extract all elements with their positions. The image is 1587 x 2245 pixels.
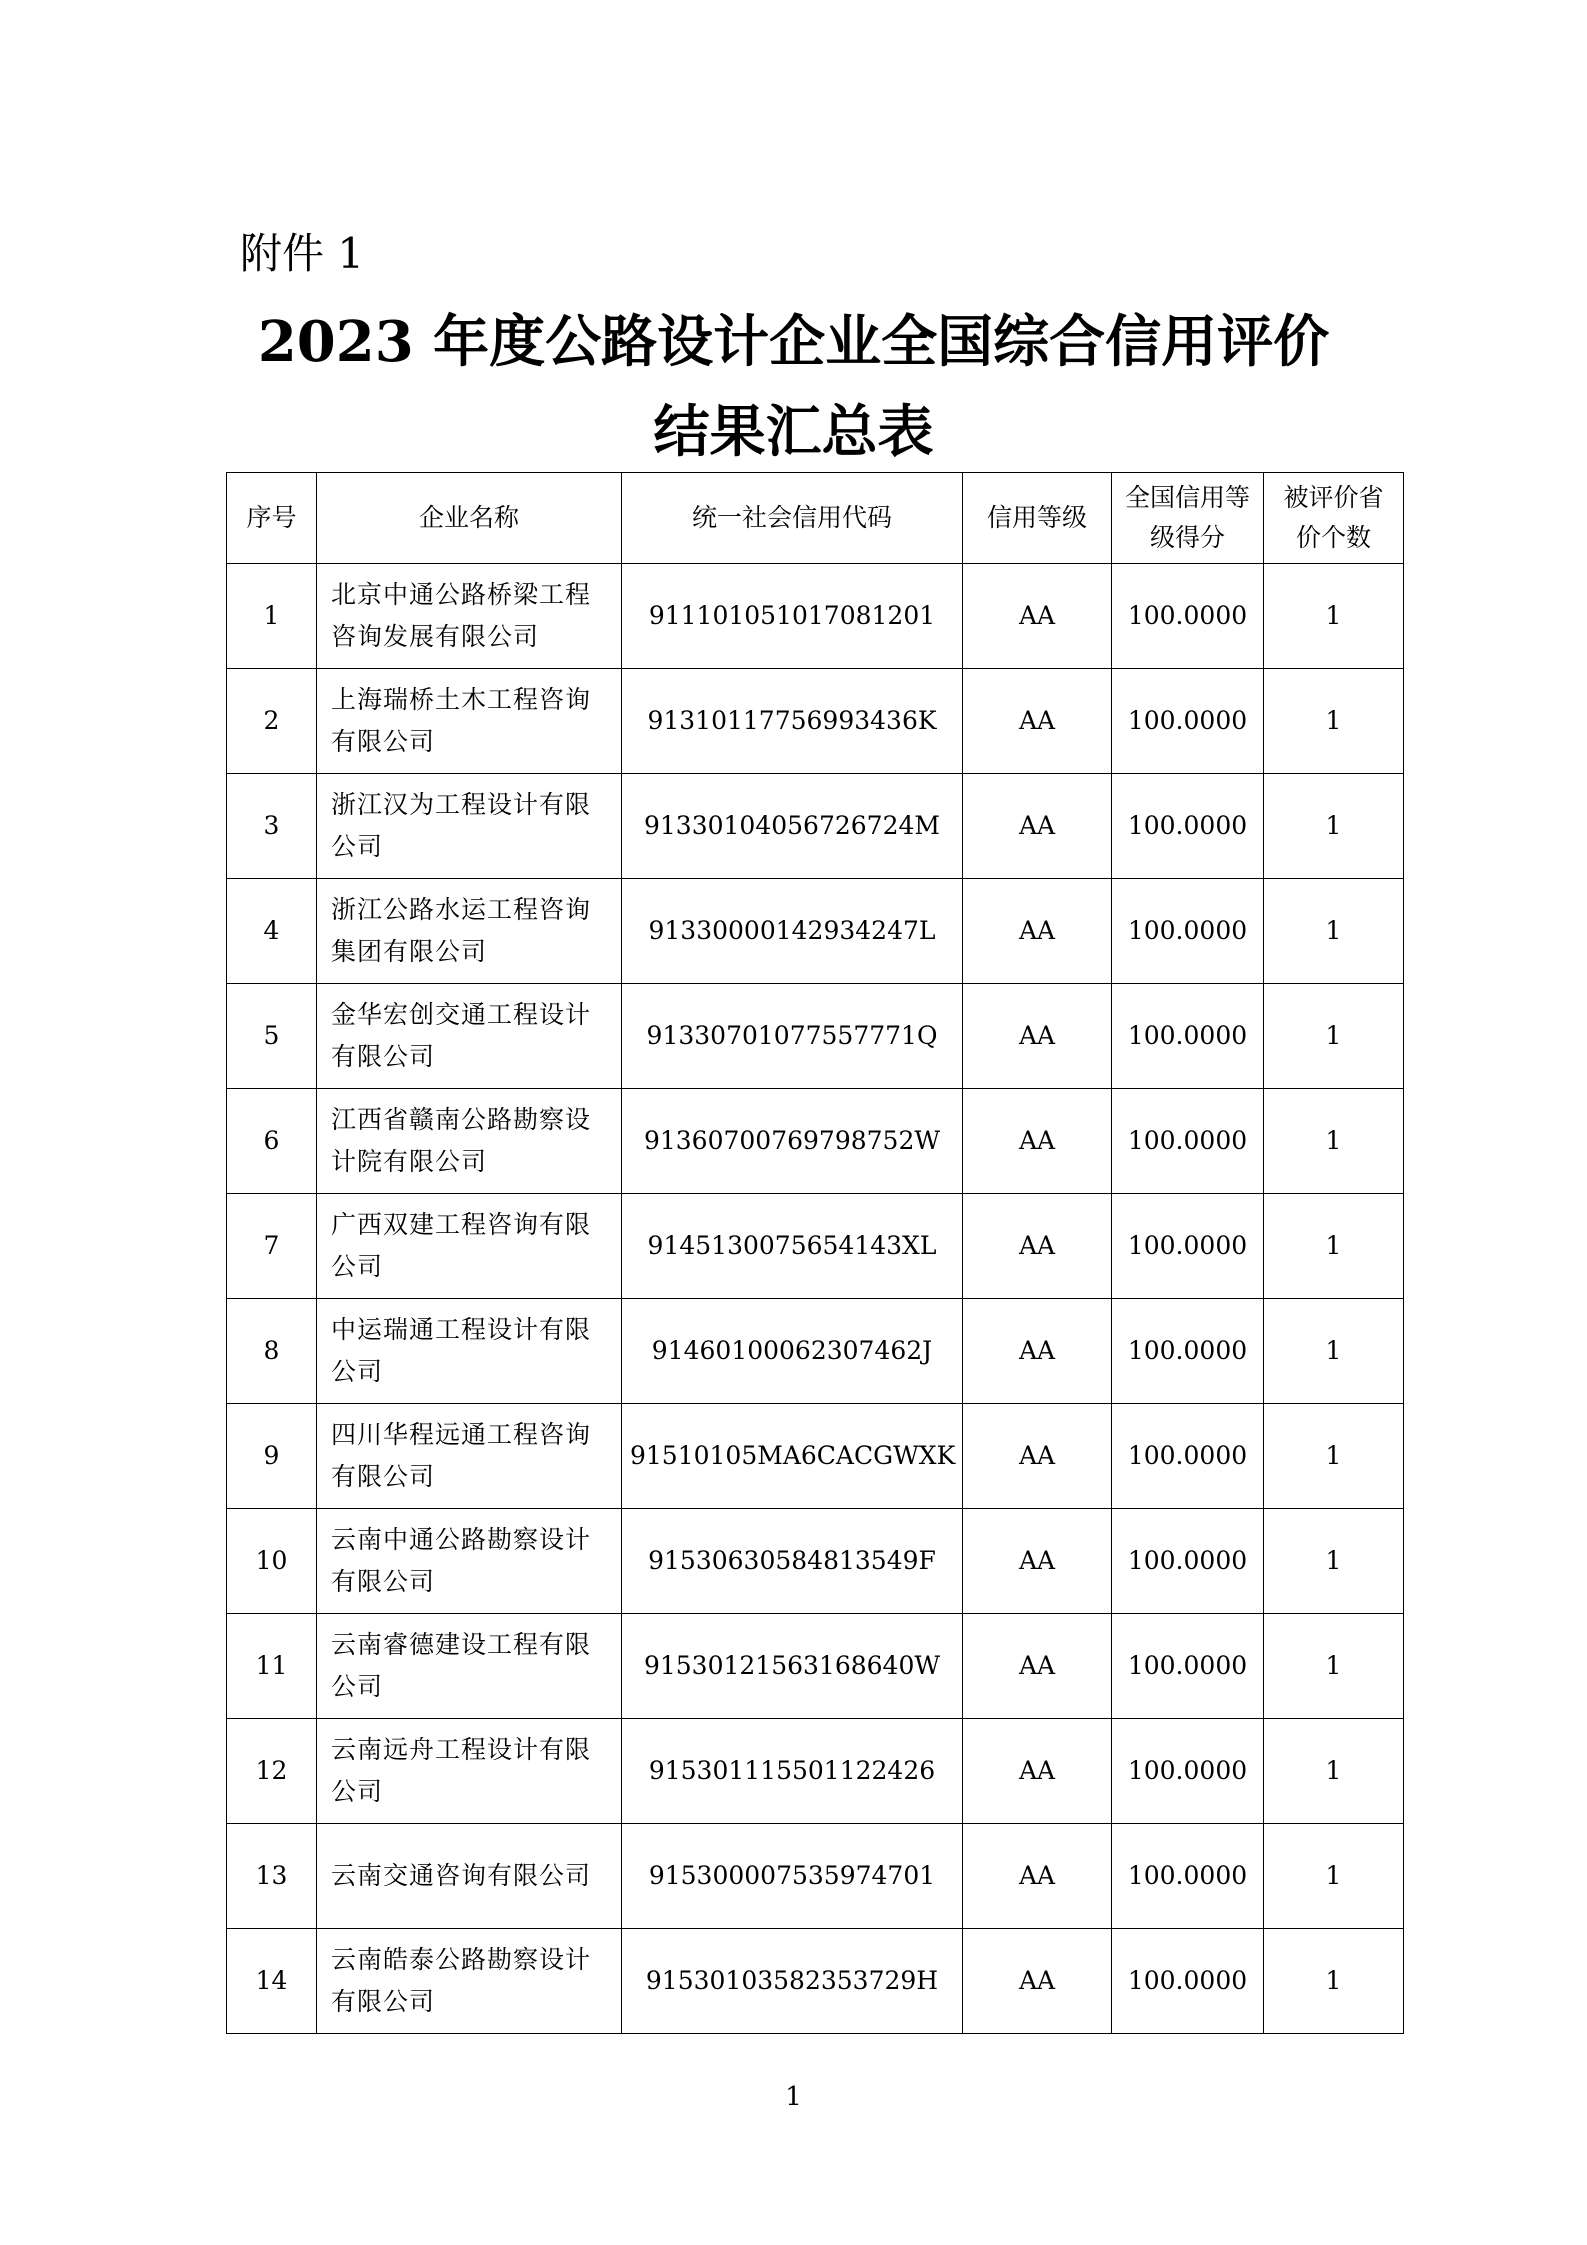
cell-company-name: 广西双建工程咨询有限公司 <box>317 1194 622 1299</box>
cell-province-count: 1 <box>1264 1929 1404 2034</box>
cell-credit-code: 91460100062307462J <box>622 1299 963 1404</box>
results-table <box>226 472 1404 2034</box>
cell-credit-score: 100.0000 <box>1112 564 1264 669</box>
cell-credit-code: 911101051017081201 <box>622 564 963 669</box>
cell-company-name: 云南交通咨询有限公司 <box>317 1824 622 1929</box>
cell-company-name: 北京中通公路桥梁工程咨询发展有限公司 <box>317 564 622 669</box>
header-serial-number: 序号 <box>227 473 317 564</box>
cell-province-count: 1 <box>1264 879 1404 984</box>
cell-province-count: 1 <box>1264 1404 1404 1509</box>
table-row <box>227 1194 1404 1299</box>
header-company-name: 企业名称 <box>317 473 622 564</box>
cell-province-count: 1 <box>1264 1614 1404 1719</box>
cell-credit-grade: AA <box>963 879 1112 984</box>
cell-serial-number: 1 <box>227 564 317 669</box>
table-row <box>227 1614 1404 1719</box>
table-row <box>227 1509 1404 1614</box>
header-province-count: 被评价省价个数 <box>1264 473 1404 564</box>
cell-credit-score: 100.0000 <box>1112 669 1264 774</box>
cell-credit-score: 100.0000 <box>1112 1719 1264 1824</box>
cell-credit-code: 9145130075654143XL <box>622 1194 963 1299</box>
table-row <box>227 774 1404 879</box>
cell-credit-score: 100.0000 <box>1112 1299 1264 1404</box>
table-body <box>227 564 1404 2034</box>
table-header-row <box>227 473 1404 564</box>
cell-credit-code: 91330701077557771Q <box>622 984 963 1089</box>
cell-credit-grade: AA <box>963 564 1112 669</box>
table-row <box>227 1299 1404 1404</box>
table-row <box>227 1404 1404 1509</box>
cell-province-count: 1 <box>1264 1509 1404 1614</box>
cell-credit-grade: AA <box>963 1509 1112 1614</box>
document-title-line2: 结果汇总表 <box>653 399 934 465</box>
cell-company-name: 云南睿德建设工程有限公司 <box>317 1614 622 1719</box>
cell-serial-number: 13 <box>227 1824 317 1929</box>
cell-credit-code: 91530103582353729H <box>622 1929 963 2034</box>
table-row <box>227 1089 1404 1194</box>
cell-province-count: 1 <box>1264 1299 1404 1404</box>
cell-serial-number: 8 <box>227 1299 317 1404</box>
table-row <box>227 1719 1404 1824</box>
cell-company-name: 上海瑞桥土木工程咨询有限公司 <box>317 669 622 774</box>
cell-credit-score: 100.0000 <box>1112 1929 1264 2034</box>
cell-credit-code: 91360700769798752W <box>622 1089 963 1194</box>
cell-province-count: 1 <box>1264 774 1404 879</box>
cell-credit-grade: AA <box>963 1194 1112 1299</box>
table-row <box>227 669 1404 774</box>
table-row <box>227 1824 1404 1929</box>
cell-credit-score: 100.0000 <box>1112 1194 1264 1299</box>
cell-serial-number: 12 <box>227 1719 317 1824</box>
header-credit-grade: 信用等级 <box>963 473 1112 564</box>
cell-serial-number: 2 <box>227 669 317 774</box>
cell-company-name: 四川华程远通工程咨询有限公司 <box>317 1404 622 1509</box>
cell-credit-grade: AA <box>963 1089 1112 1194</box>
cell-serial-number: 14 <box>227 1929 317 2034</box>
cell-credit-code: 91330000142934247L <box>622 879 963 984</box>
table-row <box>227 984 1404 1089</box>
cell-credit-code: 91510105MA6CACGWXK <box>622 1404 963 1509</box>
cell-credit-grade: AA <box>963 984 1112 1089</box>
cell-credit-code: 91530630584813549F <box>622 1509 963 1614</box>
cell-credit-score: 100.0000 <box>1112 1614 1264 1719</box>
table-row <box>227 879 1404 984</box>
cell-serial-number: 10 <box>227 1509 317 1614</box>
cell-company-name: 浙江汉为工程设计有限公司 <box>317 774 622 879</box>
cell-credit-score: 100.0000 <box>1112 984 1264 1089</box>
cell-company-name: 云南远舟工程设计有限公司 <box>317 1719 622 1824</box>
cell-credit-score: 100.0000 <box>1112 774 1264 879</box>
header-credit-code: 统一社会信用代码 <box>622 473 963 564</box>
cell-credit-grade: AA <box>963 1404 1112 1509</box>
cell-province-count: 1 <box>1264 1089 1404 1194</box>
cell-province-count: 1 <box>1264 1824 1404 1929</box>
cell-credit-grade: AA <box>963 1614 1112 1719</box>
cell-credit-score: 100.0000 <box>1112 879 1264 984</box>
cell-credit-grade: AA <box>963 1824 1112 1929</box>
cell-credit-code: 915301115501122426 <box>622 1719 963 1824</box>
cell-serial-number: 3 <box>227 774 317 879</box>
cell-company-name: 金华宏创交通工程设计有限公司 <box>317 984 622 1089</box>
cell-company-name: 中运瑞通工程设计有限公司 <box>317 1299 622 1404</box>
cell-company-name: 浙江公路水运工程咨询集团有限公司 <box>317 879 622 984</box>
cell-company-name: 云南皓泰公路勘察设计有限公司 <box>317 1929 622 2034</box>
cell-province-count: 1 <box>1264 669 1404 774</box>
cell-credit-grade: AA <box>963 1299 1112 1404</box>
cell-credit-score: 100.0000 <box>1112 1089 1264 1194</box>
cell-credit-code: 91330104056726724M <box>622 774 963 879</box>
cell-credit-code: 91310117756993436K <box>622 669 963 774</box>
cell-serial-number: 9 <box>227 1404 317 1509</box>
cell-province-count: 1 <box>1264 984 1404 1089</box>
table-row <box>227 1929 1404 2034</box>
cell-province-count: 1 <box>1264 564 1404 669</box>
header-credit-score: 全国信用等级得分 <box>1112 473 1264 564</box>
page-number: 1 <box>785 2082 802 2112</box>
cell-serial-number: 7 <box>227 1194 317 1299</box>
cell-credit-score: 100.0000 <box>1112 1404 1264 1509</box>
cell-serial-number: 11 <box>227 1614 317 1719</box>
cell-credit-score: 100.0000 <box>1112 1824 1264 1929</box>
cell-credit-code: 915300007535974701 <box>622 1824 963 1929</box>
cell-company-name: 云南中通公路勘察设计有限公司 <box>317 1509 622 1614</box>
cell-serial-number: 4 <box>227 879 317 984</box>
cell-company-name: 江西省赣南公路勘察设计院有限公司 <box>317 1089 622 1194</box>
cell-province-count: 1 <box>1264 1194 1404 1299</box>
table-row <box>227 564 1404 669</box>
document-title-line1: 2023 年度公路设计企业全国综合信用评价 <box>257 309 1330 375</box>
cell-credit-grade: AA <box>963 1719 1112 1824</box>
attachment-label: 附件 1 <box>240 229 365 278</box>
cell-serial-number: 6 <box>227 1089 317 1194</box>
cell-credit-score: 100.0000 <box>1112 1509 1264 1614</box>
cell-credit-code: 91530121563168640W <box>622 1614 963 1719</box>
cell-serial-number: 5 <box>227 984 317 1089</box>
cell-credit-grade: AA <box>963 774 1112 879</box>
cell-credit-grade: AA <box>963 669 1112 774</box>
cell-province-count: 1 <box>1264 1719 1404 1824</box>
cell-credit-grade: AA <box>963 1929 1112 2034</box>
